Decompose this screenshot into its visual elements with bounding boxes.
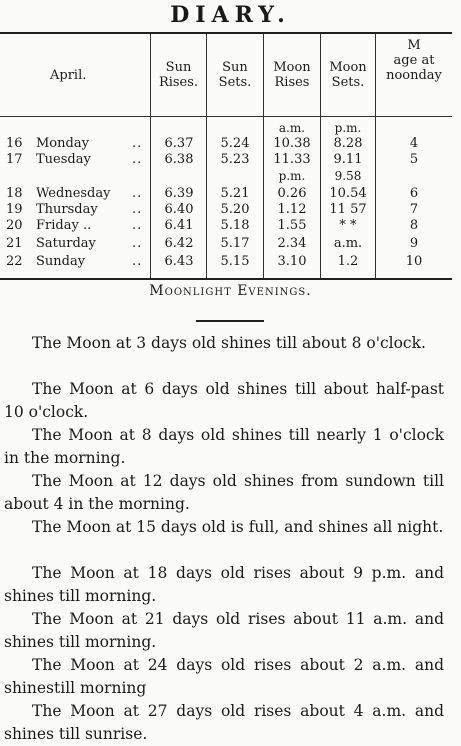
table-row [0, 254, 452, 270]
row-weekday: Friday .. [36, 218, 92, 233]
row-moon-rises: 11.33 [273, 152, 311, 167]
row-day: 18 [6, 186, 23, 201]
row-moon-rises: 10.38 [273, 136, 311, 151]
row-moon-age: 10 [405, 254, 423, 269]
paragraph: The Moon at 3 days old shines till about 8 o'clock. [32, 334, 426, 352]
moon-rises-note: a.m. [278, 121, 306, 135]
header-moon-sets [321, 34, 375, 116]
row-moon-sets: 8.28 [333, 136, 363, 151]
row-weekday: Tuesday [36, 152, 91, 167]
moon-sets-note: 9.58 [334, 169, 362, 183]
paragraph: The Moon at 12 days old shines from sundown till about 4 in the morning. [4, 472, 444, 513]
row-sun-rises: 6.40 [164, 202, 194, 217]
paragraph: The Moon at 6 days old shines till about half-past 10 o'clock. [4, 380, 444, 421]
paragraph: The Moon at 27 days old rises about 4 a.m. and shines till sunrise. [4, 702, 444, 743]
row-moon-rises: 3.10 [277, 254, 307, 269]
header-sun-rises [151, 34, 206, 116]
row-sun-sets: 5.20 [220, 202, 250, 217]
paragraph: The Moon at 21 days old rises about 11 a.m. and shines till morning. [4, 610, 444, 651]
row-sun-sets: 5.23 [220, 152, 250, 167]
header-sun-rises-line1: Sun [165, 60, 192, 75]
row-leader-dots: .. [132, 202, 143, 217]
row-moon-rises: 1.55 [277, 218, 307, 233]
header-sun-sets-line1: Sun [222, 60, 248, 75]
section-divider [196, 320, 264, 322]
row-sun-sets: 5.18 [220, 218, 250, 233]
row-sun-sets: 5.15 [220, 254, 250, 269]
table-row [0, 152, 452, 168]
table-row [0, 202, 452, 218]
row-moon-rises: 1.12 [277, 202, 307, 217]
row-moon-sets: * * [339, 218, 357, 233]
row-moon-age: 8 [409, 218, 419, 233]
row-sun-rises: 6.39 [164, 186, 194, 201]
row-leader-dots: .. [132, 236, 143, 251]
row-weekday: Wednesday [36, 186, 111, 201]
row-weekday: Thursday [36, 202, 98, 217]
diary-title: DIARY. [170, 2, 291, 28]
paragraph: The Moon at 15 days old is full, and shines all night. [32, 518, 444, 536]
almanac-table [0, 32, 452, 280]
paragraph: The Moon at 18 days old rises about 9 p.m. and shines till morning. [4, 564, 444, 605]
row-leader-dots: .. [132, 152, 143, 167]
row-moon-age: 6 [409, 186, 419, 201]
row-moon-sets: 1.2 [337, 254, 359, 269]
table-row [0, 218, 452, 234]
row-leader-dots: .. [132, 218, 143, 233]
row-sun-sets: 5.21 [220, 186, 250, 201]
header-moon-sets-line1: Moon [329, 60, 367, 75]
row-weekday: Monday [36, 136, 89, 151]
row-day: 20 [6, 218, 23, 233]
row-leader-dots: .. [132, 254, 143, 269]
row-moon-age: 7 [409, 202, 419, 217]
table-note-row [0, 120, 452, 136]
row-sun-rises: 6.43 [164, 254, 194, 269]
row-moon-sets: 10.54 [329, 186, 367, 201]
header-moon-age [376, 34, 452, 120]
header-moon-rises-line1: Moon [273, 60, 311, 75]
paragraph: The Moon at 8 days old shines till nearly 1 o'clock in the morning. [4, 426, 444, 467]
header-moon-age-line1: M [407, 38, 421, 53]
section-title: Moonlight Evenings. [149, 283, 312, 299]
moon-rises-note: p.m. [278, 169, 306, 183]
row-sun-rises: 6.41 [164, 218, 194, 233]
row-day: 19 [6, 202, 23, 217]
row-moon-age: 5 [409, 152, 419, 167]
row-day: 21 [6, 236, 23, 251]
table-row [0, 136, 452, 152]
row-moon-rises: 2.34 [277, 236, 307, 251]
row-day: 22 [6, 254, 23, 269]
row-sun-sets: 5.24 [220, 136, 250, 151]
row-moon-rises: 0.26 [277, 186, 307, 201]
header-sun-sets-line2: Sets. [218, 75, 252, 90]
row-sun-sets: 5.17 [220, 236, 250, 251]
row-moon-sets: a.m. [333, 236, 363, 251]
table-row [0, 186, 452, 202]
row-moon-age: 9 [409, 236, 419, 251]
row-weekday: Saturday [36, 236, 96, 251]
header-moon-sets-line2: Sets. [331, 75, 365, 90]
header-moon-age-line2: age at [393, 53, 435, 68]
row-moon-sets: 11 57 [329, 202, 367, 217]
header-moon-age-line3: noonday [386, 68, 442, 83]
row-leader-dots: .. [132, 186, 143, 201]
header-month-label: April. [50, 67, 87, 83]
header-moon-rises [264, 34, 320, 116]
moon-sets-note: p.m. [334, 121, 362, 135]
paragraph: The Moon at 24 days old rises about 2 a.m. and shinestill morning [4, 656, 444, 697]
row-leader-dots: .. [132, 136, 143, 151]
row-weekday: Sunday [36, 254, 86, 269]
row-sun-rises: 6.38 [164, 152, 194, 167]
row-sun-rises: 6.42 [164, 236, 194, 251]
header-moon-rises-line2: Rises [274, 75, 310, 90]
row-moon-age: 4 [409, 136, 419, 151]
header-sun-rises-line2: Rises. [158, 75, 199, 90]
table-note-row [0, 168, 452, 184]
row-moon-sets: 9.11 [333, 152, 363, 167]
row-day: 16 [6, 136, 23, 151]
table-row [0, 236, 452, 252]
header-sun-sets [207, 34, 263, 116]
row-day: 17 [6, 152, 23, 167]
row-sun-rises: 6.37 [164, 136, 194, 151]
